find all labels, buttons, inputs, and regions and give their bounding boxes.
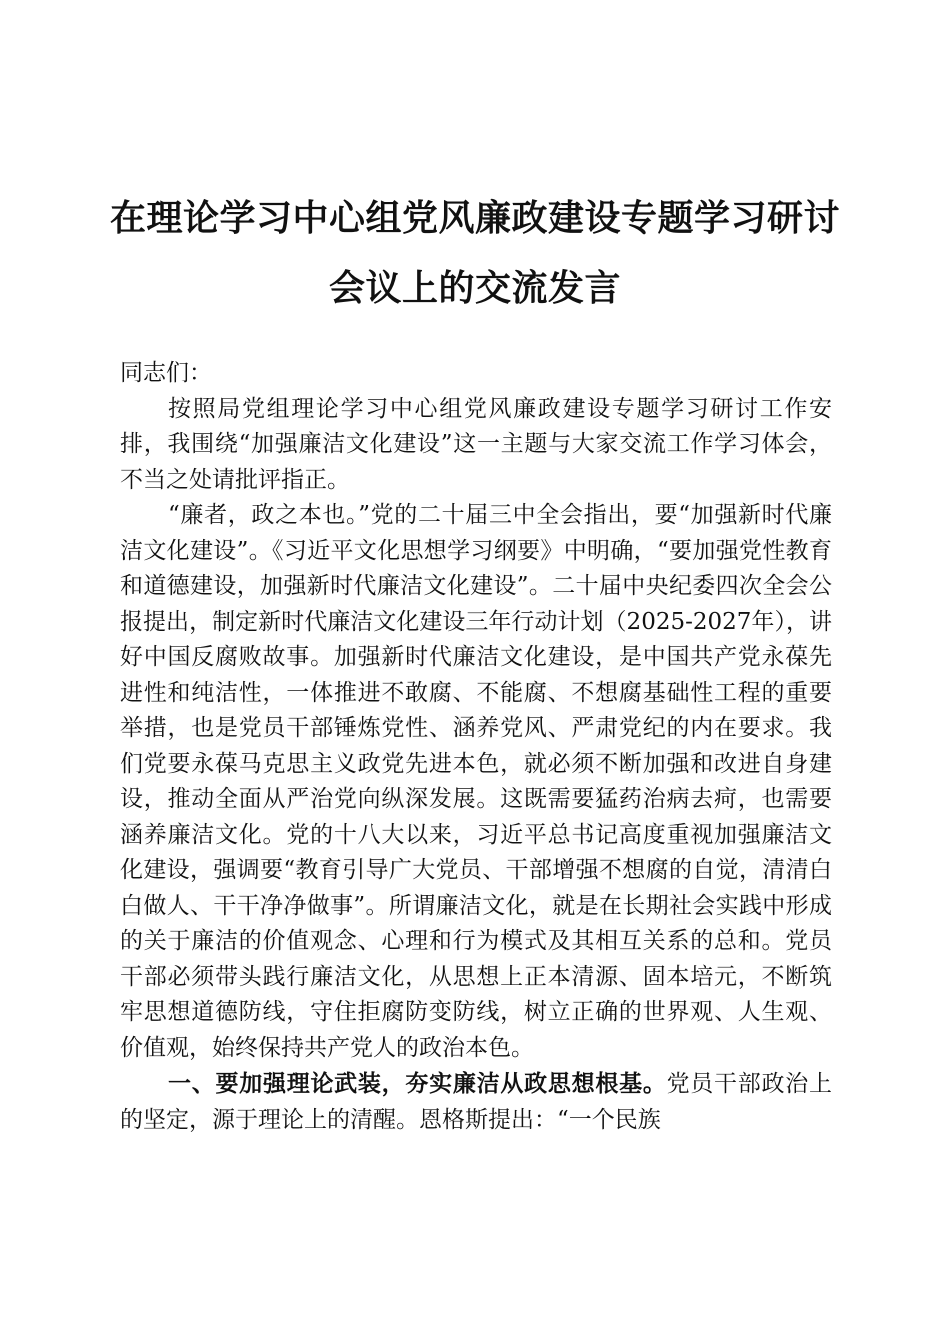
salutation: 同志们：	[120, 360, 212, 386]
section-1-heading: 一、要加强理论武装，夯实廉洁从政思想根基。	[168, 1070, 667, 1097]
section-1-paragraph	[120, 1066, 832, 1138]
document-title-line-1: 在理论学习中心组党风廉政建设专题学习研讨	[109, 197, 840, 239]
paragraph-intro: 按照局党组理论学习中心组党风廉政建设专题学习研讨工作安排，我围绕“加强廉洁文化建设”这一主题与大家交流工作学习体会，不当之处请批评指正。	[120, 395, 832, 493]
document-body	[120, 356, 832, 1138]
document-title-line-2: 会议上的交流发言	[328, 267, 621, 309]
section-1-text: 党员干部政治上的坚定，源于理论上的清醒。恩格斯提出：“一个民族	[120, 1071, 833, 1133]
paragraph-main: “廉者，政之本也。”党的二十届三中全会指出，要“加强新时代廉洁文化建设”。《习近平文化思想学习纲要》中明确，“要加强党性教育和道德建设，加强新时代廉洁文化建设”。二十届中央纪委四次全会公报提出，制定新时代廉洁文化建设三年行动计划（2025-2027年），讲好中国反腐败故事。加强新时代廉洁文化建设，是中国共产党永葆先进性和纯洁性，一体推进不敢腐、不能腐、不想腐基础性工程的重要举措，也是党员干部锤炼党性、涵养党风、严肃党纪的内在要求。我们党要永葆马克思主义政党先进本色，就必须不断加强和改进自身建设，推动全面从严治党向纵深发展。这既需要猛药治病去疴，也需要涵养廉洁文化。党的十八大以来，习近平总书记高度重视加强廉洁文化建设，强调要“教育引导广大党员、干部增强不想腐的自觉，清清白白做人、干干净净做事”。所谓廉洁文化，就是在长期社会实践中形成的关于廉洁的价值观念、心理和行为模式及其相互关系的总和。党员干部必须带头践行廉洁文化，从思想上正本清源、固本培元，不断筑牢思想道德防线，守住拒腐防变防线，树立正确的世界观、人生观、价值观，始终保持共产党人的政治本色。	[120, 502, 832, 1061]
